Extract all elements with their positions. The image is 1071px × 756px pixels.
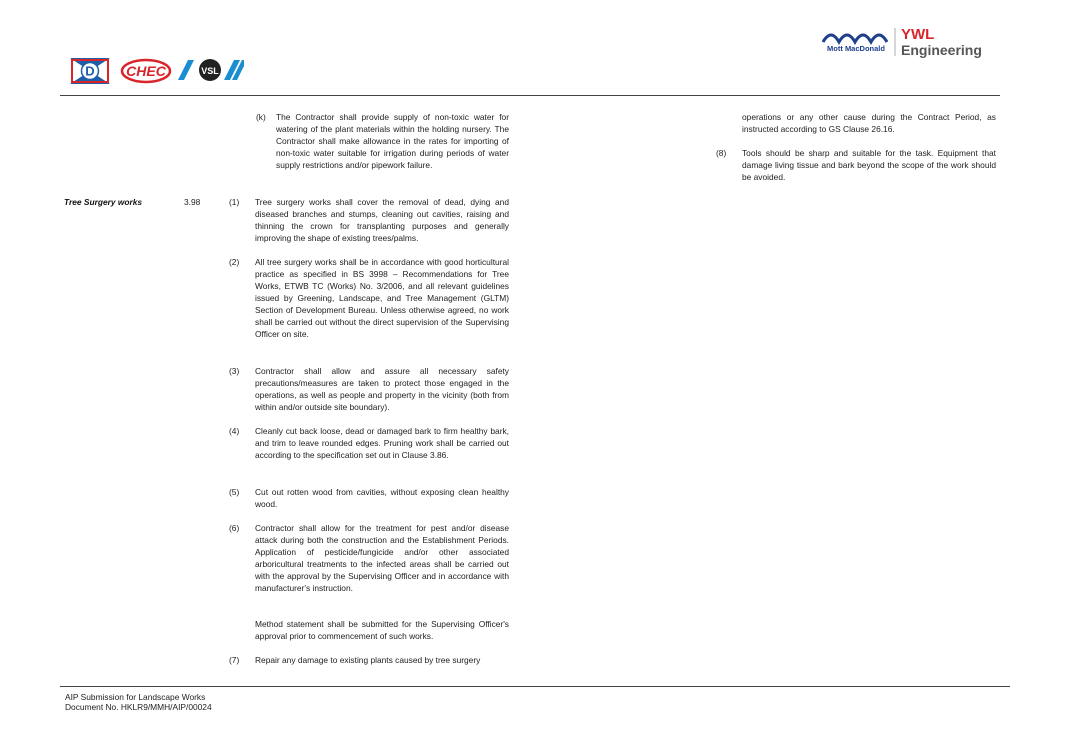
- mott-macdonald-logo-icon: [819, 24, 999, 60]
- svg-text:Mott MacDonald: Mott MacDonald: [827, 44, 885, 53]
- svg-text:YWL: YWL: [901, 26, 935, 43]
- item-4-text: Cleanly cut back loose, dead or damaged bark to firm healthy bark, and trim to leave rounded edges. Pruning work shall be carried out according to the specification set out in Clause 3.86.: [255, 426, 509, 461]
- item-label-6: (6): [229, 523, 240, 533]
- footer-title: AIP Submission for Landscape Works: [65, 692, 206, 702]
- item-label-k: (k): [256, 112, 266, 122]
- item-1-text: Tree surgery works shall cover the removal of dead, dying and diseased branches and stumps, cleaning out cavities, raising and thinning the crown for transplanting purposes and generally improving the shape of existing trees/palms.: [255, 197, 509, 244]
- item-7-continuation-text: operations or any other cause during the Contract Period, as instructed according to GS Clause 26.16.: [742, 112, 996, 135]
- item-label-7: (7): [229, 655, 240, 665]
- svg-text:CHEC: CHEC: [126, 63, 166, 79]
- footer: [65, 692, 212, 712]
- item-8-text: Tools should be sharp and suitable for the task. Equipment that damage living tissue and bark beyond the scope of the work should be avoided.: [742, 148, 996, 183]
- item-label-8: (8): [716, 148, 727, 158]
- d-logo-icon: [70, 58, 110, 84]
- item-3-text: Contractor shall allow and assure all necessary safety precautions/measures are taken to protect those engaged in the operations, as well as people and property in the vicinity (both from within and/or outside site boundary).: [255, 366, 509, 413]
- item-2-text: All tree surgery works shall be in accordance with good horticultural practice as specified in BS 3998 – Recommendations for Tree Works, ETWB TC (Works) No. 3/2006, and all relevant guidelines issued by Greening, Landscape, and Tree Management (GLTM) Section of Development Bureau. Unless otherwise agreed, no work shall be carried out without the direct supervision of the Supervising Officer on site.: [255, 257, 509, 340]
- item-label-3: (3): [229, 366, 240, 376]
- section-title: Tree Surgery works: [64, 197, 143, 207]
- item-label-4: (4): [229, 426, 240, 436]
- consultant-logos: [819, 24, 999, 60]
- item-7-text: Repair any damage to existing plants caused by tree surgery: [255, 655, 481, 665]
- footer-rule: [60, 686, 1010, 687]
- chec-logo-icon: [120, 58, 172, 84]
- item-6-text: Contractor shall allow for the treatment for pest and/or disease attack during both the construction and the Establishment Periods. Application of pesticide/fungicide and/or other associated arboricultural treatments to the infected areas shall be carried out with the approval by the Supervising Officer and in accordance with manufacturer's instruction.: [255, 523, 509, 594]
- clause-number: 3.98: [184, 197, 201, 207]
- svg-text:VSL: VSL: [201, 66, 219, 76]
- item-5-text: Cut out rotten wood from cavities, without exposing clean healthy wood.: [255, 487, 509, 510]
- item-label-1: (1): [229, 197, 240, 207]
- header-rule: [60, 95, 1000, 96]
- footer-document-number: Document No. HKLR9/MMH/AIP/00024: [65, 702, 212, 712]
- item-label-5: (5): [229, 487, 240, 497]
- svg-text:Engineering: Engineering: [901, 42, 982, 58]
- vsl-logo-icon: [178, 58, 244, 84]
- svg-text:D: D: [85, 63, 95, 79]
- item-k-text: The Contractor shall provide supply of non-toxic water for watering of the plant materials within the holding nursery. The Contractor shall make allowance in the rates for importing of non-toxic water suitable for irrigation during periods of water supply restrictions and/or pipework failure.: [276, 112, 509, 171]
- method-statement-text: Method statement shall be submitted for the Supervising Officer's approval prior to commencement of such works.: [255, 619, 509, 642]
- item-label-2: (2): [229, 257, 240, 267]
